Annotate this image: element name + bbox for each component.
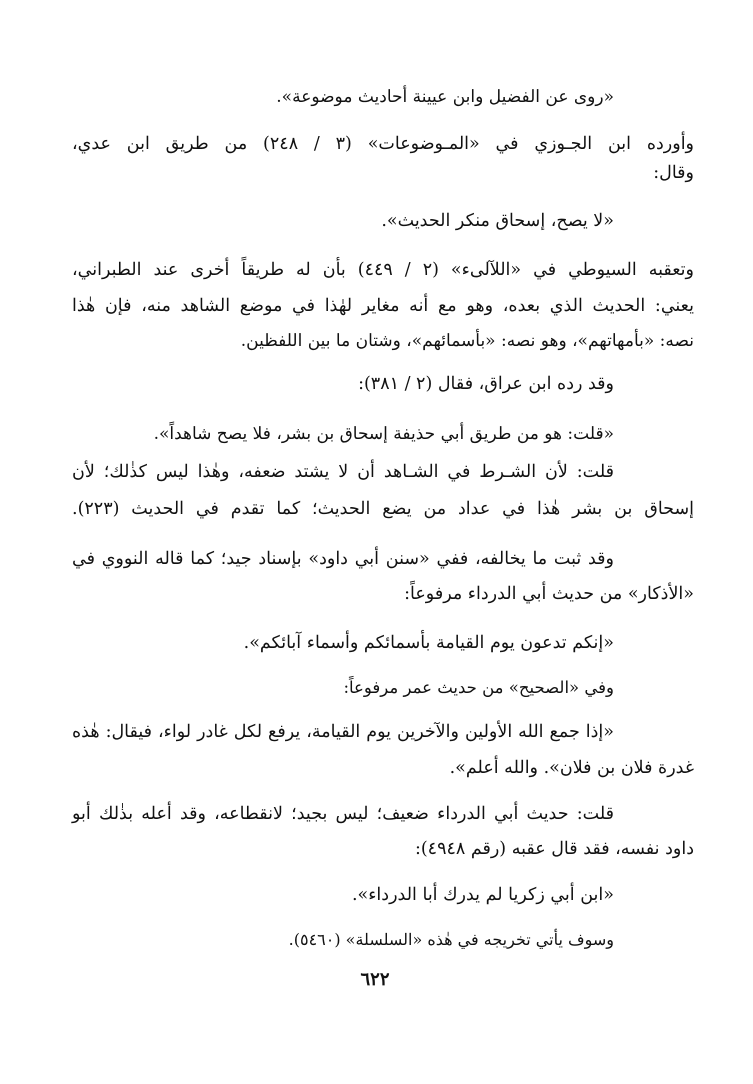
- page-number: ٦٢٢: [360, 969, 390, 990]
- text-line: قلت: لأن الشـرط في الشـاهد أن لا يشتد ضعفه، وهٰذا ليس كذٰلك؛ لأن: [72, 462, 614, 482]
- text-line: «ابن أبي زكريا لم يدرك أبا الدرداء».: [351, 885, 614, 905]
- text-line: وأورده ابن الجـوزي في «المـوضوعات» (٣ / ٢٤٨) من طريق ابن عدي،: [72, 134, 695, 154]
- text-line: غدرة فلان بن فلان». والله أعلم».: [449, 758, 694, 778]
- text-line: «قلت: هو من طريق أبي حذيفة إسحاق بن بشر، فلا يصح شاهداً».: [153, 424, 614, 444]
- text-line: وسوف يأتي تخريجه في هٰذه «السلسلة» (٥٤٦٠).: [288, 930, 614, 949]
- text-line: «إذا جمع الله الأولين والآخرين يوم القيامة، يرفع لكل غادر لواء، فيقال: هٰذه: [72, 722, 614, 742]
- text-line: وفي «الصحيح» من حديث عمر مرفوعاً:: [343, 678, 614, 697]
- text-line: وتعقبه السيوطي في «اللآلىء» (٢ / ٤٤٩) بأن له طريقاً أخرى عند الطبراني،: [72, 260, 694, 280]
- text-line: «الأذكار» من حديث أبي الدرداء مرفوعاً:: [404, 584, 694, 604]
- text-line: «لا يصح، إسحاق منكر الحديث».: [381, 211, 614, 231]
- text-line: يعني: الحديث الذي بعده، وهو مع أنه مغاير لهٰذا في موضع الشاهد منه، فإن هٰذا: [72, 296, 694, 316]
- text-line: قلت: حديث أبي الدرداء ضعيف؛ ليس بجيد؛ لانقطاعه، وقد أعله بذٰلك أبو: [72, 804, 614, 824]
- text-line: «روى عن الفضيل وابن عيينة أحاديث موضوعة».: [276, 87, 614, 107]
- text-line: وقد رده ابن عراق، فقال (٢ / ٣٨١):: [358, 374, 614, 394]
- text-line: «إنكم تدعون يوم القيامة بأسمائكم وأسماء آبائكم».: [243, 633, 614, 653]
- text-line: داود نفسه، فقد قال عقبه (رقم ٤٩٤٨):: [414, 839, 694, 859]
- text-line: نصه: «بأمهاتهم»، وهو نصه: «بأسمائهم»، وشتان ما بين اللفظين.: [240, 331, 694, 351]
- text-line: إسحاق بن بشر هٰذا في عداد من يضع الحديث؛ كما تقدم في الحديث (٢٢٣).: [72, 499, 694, 519]
- text-line: وقال:: [653, 163, 694, 183]
- text-line: وقد ثبت ما يخالفه، ففي «سنن أبي داود» بإسناد جيد؛ كما قاله النووي في: [72, 549, 614, 569]
